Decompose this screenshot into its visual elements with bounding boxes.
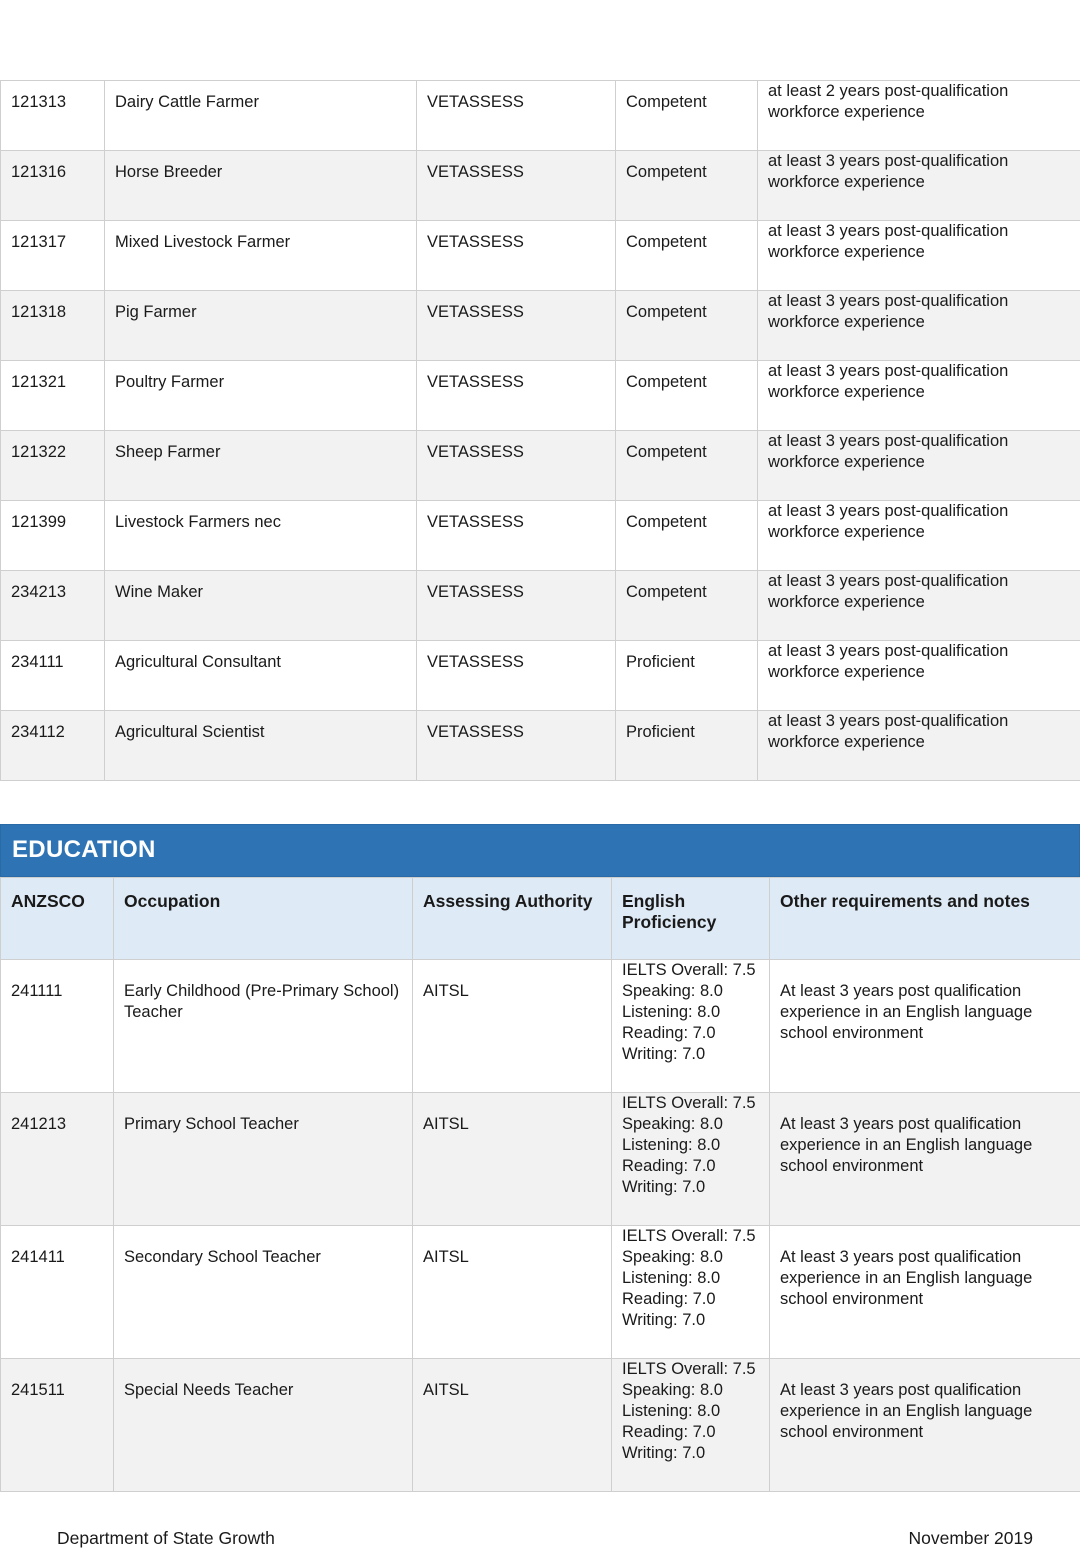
assessing-authority: VETASSESS bbox=[417, 221, 616, 291]
requirements-notes: at least 3 years post-qualification workforce experience bbox=[758, 221, 1080, 291]
assessing-authority: VETASSESS bbox=[417, 81, 616, 151]
english-proficiency: Proficient bbox=[616, 641, 758, 711]
table-header-row bbox=[1, 878, 1080, 960]
english-proficiency: Competent bbox=[616, 81, 758, 151]
assessing-authority: VETASSESS bbox=[417, 151, 616, 221]
ielts-listening: Listening: 8.0 bbox=[622, 1003, 721, 1021]
occupation-name: Sheep Farmer bbox=[105, 431, 417, 501]
table-row bbox=[1, 1359, 1080, 1492]
ielts-listening: Listening: 8.0 bbox=[622, 1402, 721, 1420]
requirements-notes: at least 3 years post-qualification workforce experience bbox=[758, 641, 1080, 711]
occupation-name: Poultry Farmer bbox=[105, 361, 417, 431]
requirements-notes: at least 2 years post-qualification workforce experience bbox=[758, 81, 1080, 151]
ielts-speaking: Speaking: 8.0 bbox=[622, 1115, 723, 1133]
ielts-reading: Reading: 7.0 bbox=[622, 1157, 716, 1175]
english-proficiency: Competent bbox=[616, 361, 758, 431]
table-row bbox=[1, 571, 1080, 641]
english-proficiency: Proficient bbox=[616, 711, 758, 781]
table-row bbox=[1, 711, 1080, 781]
anzsco-code: 241111 bbox=[1, 960, 114, 1093]
table-row bbox=[1, 291, 1080, 361]
column-header-notes: Other requirements and notes bbox=[770, 878, 1080, 960]
requirements-notes: at least 3 years post-qualification workforce experience bbox=[758, 361, 1080, 431]
occupation-name: Wine Maker bbox=[105, 571, 417, 641]
occupation-name: Mixed Livestock Farmer bbox=[105, 221, 417, 291]
ielts-overall: IELTS Overall: 7.5 bbox=[622, 1094, 756, 1112]
occupation-name: Dairy Cattle Farmer bbox=[105, 81, 417, 151]
column-header-authority: Assessing Authority bbox=[413, 878, 612, 960]
requirements-notes: At least 3 years post qualification experience in an English language school environment bbox=[770, 1226, 1080, 1359]
anzsco-code: 121321 bbox=[1, 361, 105, 431]
requirements-notes: at least 3 years post-qualification workforce experience bbox=[758, 501, 1080, 571]
anzsco-code: 241411 bbox=[1, 1226, 114, 1359]
assessing-authority: AITSL bbox=[413, 1093, 612, 1226]
column-header-english: English Proficiency bbox=[612, 878, 770, 960]
ielts-writing: Writing: 7.0 bbox=[622, 1311, 706, 1329]
ielts-overall: IELTS Overall: 7.5 bbox=[622, 961, 756, 979]
anzsco-code: 121316 bbox=[1, 151, 105, 221]
occupation-name: Primary School Teacher bbox=[114, 1093, 413, 1226]
ielts-writing: Writing: 7.0 bbox=[622, 1045, 706, 1063]
requirements-notes: at least 3 years post-qualification workforce experience bbox=[758, 291, 1080, 361]
ielts-listening: Listening: 8.0 bbox=[622, 1269, 721, 1287]
table-row bbox=[1, 81, 1080, 151]
assessing-authority: VETASSESS bbox=[417, 291, 616, 361]
assessing-authority: AITSL bbox=[413, 1359, 612, 1492]
english-proficiency bbox=[612, 1093, 770, 1226]
occupation-name: Secondary School Teacher bbox=[114, 1226, 413, 1359]
ielts-listening: Listening: 8.0 bbox=[622, 1136, 721, 1154]
footer-date: November 2019 bbox=[908, 1528, 1033, 1548]
requirements-notes: at least 3 years post-qualification workforce experience bbox=[758, 571, 1080, 641]
anzsco-code: 241511 bbox=[1, 1359, 114, 1492]
requirements-notes: at least 3 years post-qualification workforce experience bbox=[758, 431, 1080, 501]
english-proficiency: Competent bbox=[616, 221, 758, 291]
table-row bbox=[1, 960, 1080, 1093]
section-title-education: EDUCATION bbox=[0, 824, 1080, 877]
table-row bbox=[1, 1226, 1080, 1359]
occupation-name: Special Needs Teacher bbox=[114, 1359, 413, 1492]
footer-department: Department of State Growth bbox=[57, 1528, 275, 1548]
anzsco-code: 121317 bbox=[1, 221, 105, 291]
english-proficiency bbox=[612, 1226, 770, 1359]
table-row bbox=[1, 641, 1080, 711]
table-row bbox=[1, 431, 1080, 501]
agriculture-table bbox=[0, 80, 1080, 781]
table-row bbox=[1, 501, 1080, 571]
assessing-authority: AITSL bbox=[413, 960, 612, 1093]
table-row bbox=[1, 361, 1080, 431]
anzsco-code: 234111 bbox=[1, 641, 105, 711]
assessing-authority: VETASSESS bbox=[417, 361, 616, 431]
table-row bbox=[1, 1093, 1080, 1226]
assessing-authority: VETASSESS bbox=[417, 571, 616, 641]
ielts-overall: IELTS Overall: 7.5 bbox=[622, 1360, 756, 1378]
anzsco-code: 121313 bbox=[1, 81, 105, 151]
column-header-occupation: Occupation bbox=[114, 878, 413, 960]
anzsco-code: 121318 bbox=[1, 291, 105, 361]
table-row bbox=[1, 151, 1080, 221]
occupation-name: Livestock Farmers nec bbox=[105, 501, 417, 571]
assessing-authority: VETASSESS bbox=[417, 501, 616, 571]
occupation-name: Agricultural Consultant bbox=[105, 641, 417, 711]
english-proficiency: Competent bbox=[616, 431, 758, 501]
anzsco-code: 234112 bbox=[1, 711, 105, 781]
english-proficiency bbox=[612, 1359, 770, 1492]
ielts-speaking: Speaking: 8.0 bbox=[622, 982, 723, 1000]
english-proficiency: Competent bbox=[616, 501, 758, 571]
ielts-reading: Reading: 7.0 bbox=[622, 1290, 716, 1308]
ielts-reading: Reading: 7.0 bbox=[622, 1423, 716, 1441]
column-header-anzsco: ANZSCO bbox=[1, 878, 114, 960]
table-row bbox=[1, 221, 1080, 291]
occupation-name: Horse Breeder bbox=[105, 151, 417, 221]
requirements-notes: At least 3 years post qualification experience in an English language school environment bbox=[770, 1359, 1080, 1492]
anzsco-code: 241213 bbox=[1, 1093, 114, 1226]
ielts-writing: Writing: 7.0 bbox=[622, 1178, 706, 1196]
ielts-writing: Writing: 7.0 bbox=[622, 1444, 706, 1462]
english-proficiency bbox=[612, 960, 770, 1093]
anzsco-code: 121322 bbox=[1, 431, 105, 501]
english-proficiency: Competent bbox=[616, 571, 758, 641]
english-proficiency: Competent bbox=[616, 151, 758, 221]
education-table bbox=[0, 877, 1080, 1492]
occupation-name: Pig Farmer bbox=[105, 291, 417, 361]
occupation-name: Early Childhood (Pre-Primary School) Teacher bbox=[114, 960, 413, 1093]
requirements-notes: at least 3 years post-qualification workforce experience bbox=[758, 711, 1080, 781]
ielts-overall: IELTS Overall: 7.5 bbox=[622, 1227, 756, 1245]
ielts-speaking: Speaking: 8.0 bbox=[622, 1381, 723, 1399]
assessing-authority: VETASSESS bbox=[417, 641, 616, 711]
assessing-authority: AITSL bbox=[413, 1226, 612, 1359]
assessing-authority: VETASSESS bbox=[417, 711, 616, 781]
ielts-speaking: Speaking: 8.0 bbox=[622, 1248, 723, 1266]
requirements-notes: At least 3 years post qualification experience in an English language school environment bbox=[770, 960, 1080, 1093]
assessing-authority: VETASSESS bbox=[417, 431, 616, 501]
anzsco-code: 121399 bbox=[1, 501, 105, 571]
anzsco-code: 234213 bbox=[1, 571, 105, 641]
requirements-notes: At least 3 years post qualification experience in an English language school environment bbox=[770, 1093, 1080, 1226]
requirements-notes: at least 3 years post-qualification workforce experience bbox=[758, 151, 1080, 221]
ielts-reading: Reading: 7.0 bbox=[622, 1024, 716, 1042]
english-proficiency: Competent bbox=[616, 291, 758, 361]
occupation-name: Agricultural Scientist bbox=[105, 711, 417, 781]
